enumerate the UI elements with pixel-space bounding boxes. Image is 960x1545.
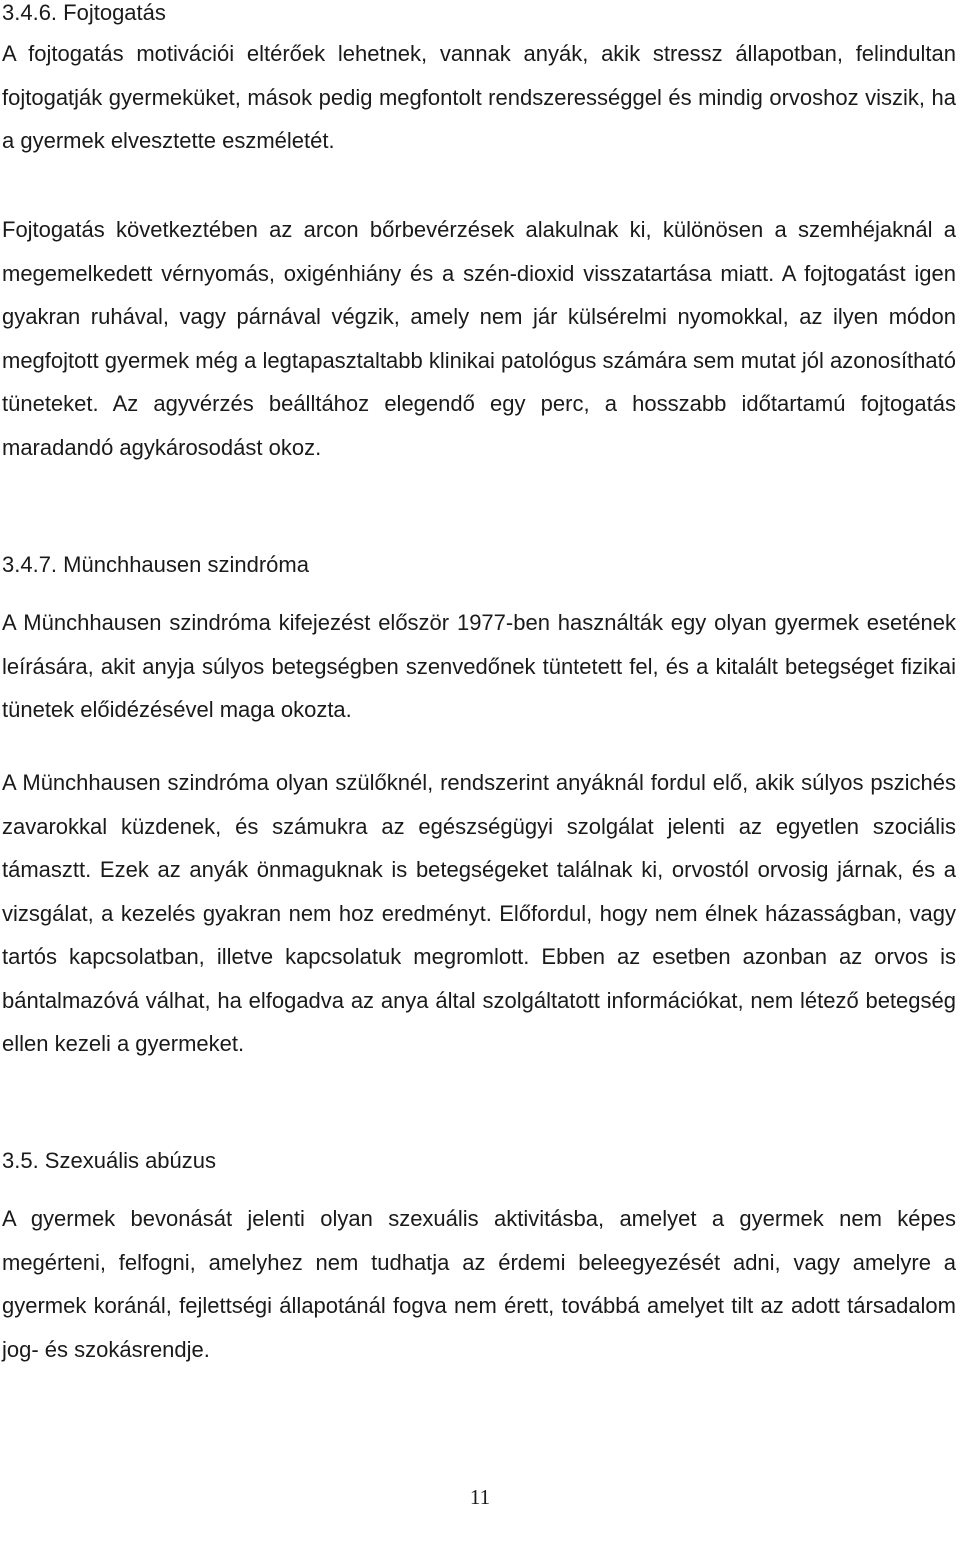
section-heading-munchhausen: 3.4.7. Münchhausen szindróma bbox=[2, 552, 309, 577]
paragraph-szexualis-abuzus-definition: A gyermek bevonását jelenti olyan szexuális aktivitásba, amelyet a gyermek nem képes megérteni, felfogni, amelyhez nem tudhatja az érdemi beleegyezését adni, vagy amelyre a gyermek koránál, fejlettségi állapotánál fogva nem érett, továbbá amelyet tilt az adott társadalom jog- és szokásrendje. bbox=[2, 1206, 956, 1362]
section-heading-fojtogatas: 3.4.6. Fojtogatás bbox=[2, 0, 166, 25]
page-number: 11 bbox=[469, 1485, 491, 1509]
paragraph-fojtogatas-motivation: A fojtogatás motivációi eltérőek lehetnek, vannak anyák, akik stressz állapotban, felindultan fojtogatják gyermeküket, mások pedig megfontolt rendszerességgel és mindig orvoshoz viszik, ha a gyermek elvesztette eszméletét. bbox=[2, 41, 956, 153]
section-heading-szexualis-abuzus: 3.5. Szexuális abúzus bbox=[2, 1148, 217, 1173]
paragraph-munchhausen-parents: A Münchhausen szindróma olyan szülőknél, rendszerint anyáknál fordul elő, akik súlyos pszichés zavarokkal küzdenek, és számukra az egészségügyi szolgálat jelenti az egyetlen szociális támasztt. Ezek az anyák önmaguknak is betegségeket találnak ki, orvostól orvosig járnak, és a vizsgálat, a kezelés gyakran nem hoz eredményt. Előfordul, hogy nem élnek házasságban, vagy tartós kapcsolatban, illetve kapcsolatuk megromlott. Ebben az esetben azonban az orvos is bántalmazóvá válhat, ha elfogadva az anya által szolgáltatott információkat, nem létező betegség ellen kezeli a gyermeket. bbox=[2, 770, 956, 1056]
paragraph-munchhausen-definition: A Münchhausen szindróma kifejezést először 1977-ben használták egy olyan gyermek esetének leírására, akit anyja súlyos betegségben szenvedőnek tüntetett fel, és a kitalált betegséget fizikai tünetek előidézésével maga okozta. bbox=[2, 610, 956, 722]
paragraph-fojtogatas-effects: Fojtogatás következtében az arcon bőrbevérzések alakulnak ki, különösen a szemhéjaknál a megemelkedett vérnyomás, oxigénhiány és a szén-dioxid visszatartása miatt. A fojtogatást igen gyakran ruhával, vagy párnával végzik, amely nem jár külsérelmi nyomokkal, az ilyen módon megfojtott gyermek még a legtapasztaltabb klinikai patológus számára sem mutat jól azonosítható tüneteket. Az agyvérzés beálltához elegendő egy perc, a hosszabb időtartamú fojtogatás maradandó agykárosodást okoz. bbox=[2, 217, 956, 460]
